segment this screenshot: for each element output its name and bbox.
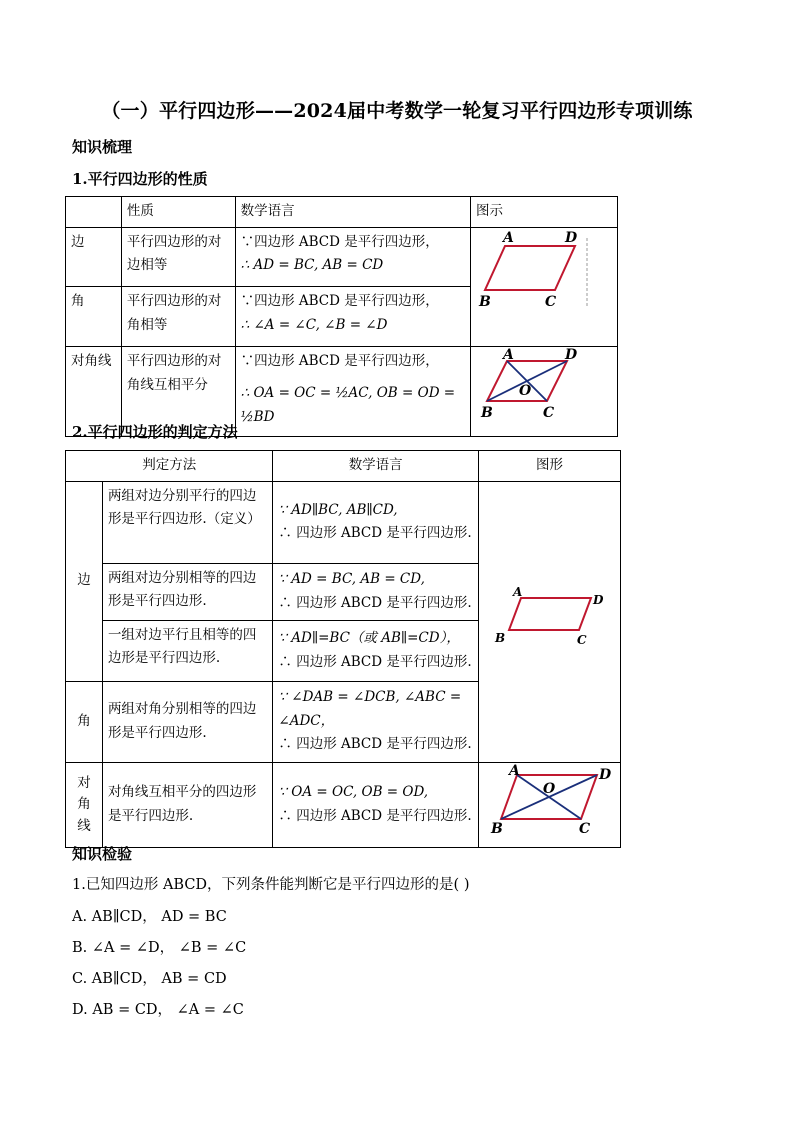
property-text: 平行四边形的对边相等: [121, 227, 235, 287]
math-line: ∵ AD∥=BC（或 AB∥=CD），: [278, 630, 460, 646]
vertex-b-label: B: [490, 820, 503, 837]
math-language: [273, 481, 479, 563]
header-property: 性质: [121, 197, 235, 228]
parallelogram-figure: [479, 582, 619, 652]
criteria-table: [65, 450, 621, 848]
figure-cell: [478, 762, 620, 848]
option-a[interactable]: A. AB∥CD， AD = BC: [72, 909, 227, 925]
math-line: ∵ AD = BC, AB = CD,: [278, 571, 425, 587]
center-o-label: O: [518, 383, 532, 400]
vertex-c-label: C: [544, 293, 557, 310]
math-line: ∴ ∠A = ∠C, ∠B = ∠D: [240, 317, 388, 334]
question-stem: 1.已知四边形 ABCD，下列条件能判断它是平行四边形的是( ): [72, 877, 470, 893]
method-text: 一组对边平行且相等的四边形是平行四边形.: [102, 620, 272, 681]
math-line: ∴ OA = OC = ½AC, OB = OD = ½BD: [240, 384, 456, 425]
option-c[interactable]: C. AB∥CD， AB = CD: [72, 971, 227, 987]
header-figure: 图示: [470, 197, 617, 228]
math-line: ∵四边形 ABCD 是平行四边形，: [240, 353, 439, 370]
vertex-d-label: D: [598, 766, 612, 783]
vertex-a-label: A: [508, 762, 520, 779]
group-label-side: 边: [66, 481, 103, 681]
math-language: [273, 620, 479, 681]
properties-table: [65, 196, 618, 437]
page-title: （一）平行四边形——2024届中考数学一轮复习平行四边形专项训练: [101, 100, 693, 122]
math-line: ∴ 四边形 ABCD 是平行四边形.: [278, 653, 472, 670]
parallelogram-shape: [509, 598, 591, 630]
vertex-d-label: D: [564, 347, 578, 364]
vertex-d-label: D: [592, 593, 604, 608]
header-method: 判定方法: [66, 451, 273, 482]
property-text: 平行四边形的对角线互相平分: [121, 347, 235, 437]
section-heading-review: 知识梳理: [72, 138, 133, 156]
math-language: [273, 681, 479, 762]
parallelogram-diagonals-figure: [471, 347, 617, 427]
math-line: ∴ 四边形 ABCD 是平行四边形.: [278, 594, 472, 611]
group-label-diagonal: 对角线: [66, 762, 103, 848]
figure-cell: [470, 227, 617, 347]
vertex-a-label: A: [502, 229, 514, 246]
vertex-c-label: C: [578, 820, 591, 837]
vertex-c-label: C: [576, 633, 587, 648]
parallelogram-shape: [485, 246, 575, 290]
subheading-criteria: 2.平行四边形的判定方法: [72, 423, 238, 441]
math-language: [273, 563, 479, 620]
group-label-angle: 角: [66, 681, 103, 762]
figure-cell: [478, 481, 620, 762]
method-text: 两组对角分别相等的四边形是平行四边形.: [102, 681, 272, 762]
parallelogram-diagonals-figure: [479, 763, 619, 839]
vertex-d-label: D: [564, 229, 578, 246]
property-text: 平行四边形的对角相等: [121, 287, 235, 347]
row-label-angle: 角: [66, 287, 122, 347]
section-heading-check: 知识检验: [72, 845, 133, 863]
header-math-language: 数学语言: [273, 451, 479, 482]
math-line: ∵四边形 ABCD 是平行四边形，: [240, 233, 439, 250]
math-line: ∵ AD∥BC, AB∥CD,: [278, 501, 398, 518]
subheading-properties: 1.平行四边形的性质: [72, 170, 208, 188]
method-text: 两组对边分别平行的四边形是平行四边形.（定义）: [102, 481, 272, 563]
math-line: ∴ 四边形 ABCD 是平行四边形.: [278, 736, 472, 753]
header-math-language: 数学语言: [235, 197, 470, 228]
math-language: [235, 227, 470, 287]
option-d[interactable]: D. AB = CD， ∠A = ∠C: [72, 1002, 244, 1018]
math-language: [235, 347, 470, 437]
vertex-a-label: A: [512, 585, 523, 600]
vertex-c-label: C: [542, 405, 555, 422]
header-blank: [66, 197, 122, 228]
parallelogram-figure: [471, 228, 617, 338]
row-label-side: 边: [66, 227, 122, 287]
math-line: ∵四边形 ABCD 是平行四边形，: [240, 293, 439, 310]
vertex-b-label: B: [478, 293, 491, 310]
method-text: 两组对边分别相等的四边形是平行四边形.: [102, 563, 272, 620]
math-line: ∴ 四边形 ABCD 是平行四边形.: [278, 807, 472, 824]
math-line: ∴ 四边形 ABCD 是平行四边形.: [278, 525, 472, 542]
vertex-b-label: B: [480, 405, 493, 422]
vertex-b-label: B: [494, 631, 506, 646]
vertex-a-label: A: [502, 347, 514, 364]
math-line: ∵ ∠DAB = ∠DCB, ∠ABC = ∠ADC，: [278, 689, 462, 729]
center-o-label: O: [542, 780, 556, 797]
figure-cell: [470, 347, 617, 437]
math-line: ∵ OA = OC, OB = OD,: [278, 784, 429, 801]
math-line: ∴ AD = BC, AB = CD: [240, 257, 384, 274]
option-b[interactable]: B. ∠A = ∠D， ∠B = ∠C: [72, 940, 247, 956]
method-text: 对角线互相平分的四边形是平行四边形.: [102, 762, 272, 848]
row-label-diagonal: 对角线: [66, 347, 122, 437]
math-language: [235, 287, 470, 347]
header-figure: 图形: [478, 451, 620, 482]
math-language: [273, 762, 479, 848]
